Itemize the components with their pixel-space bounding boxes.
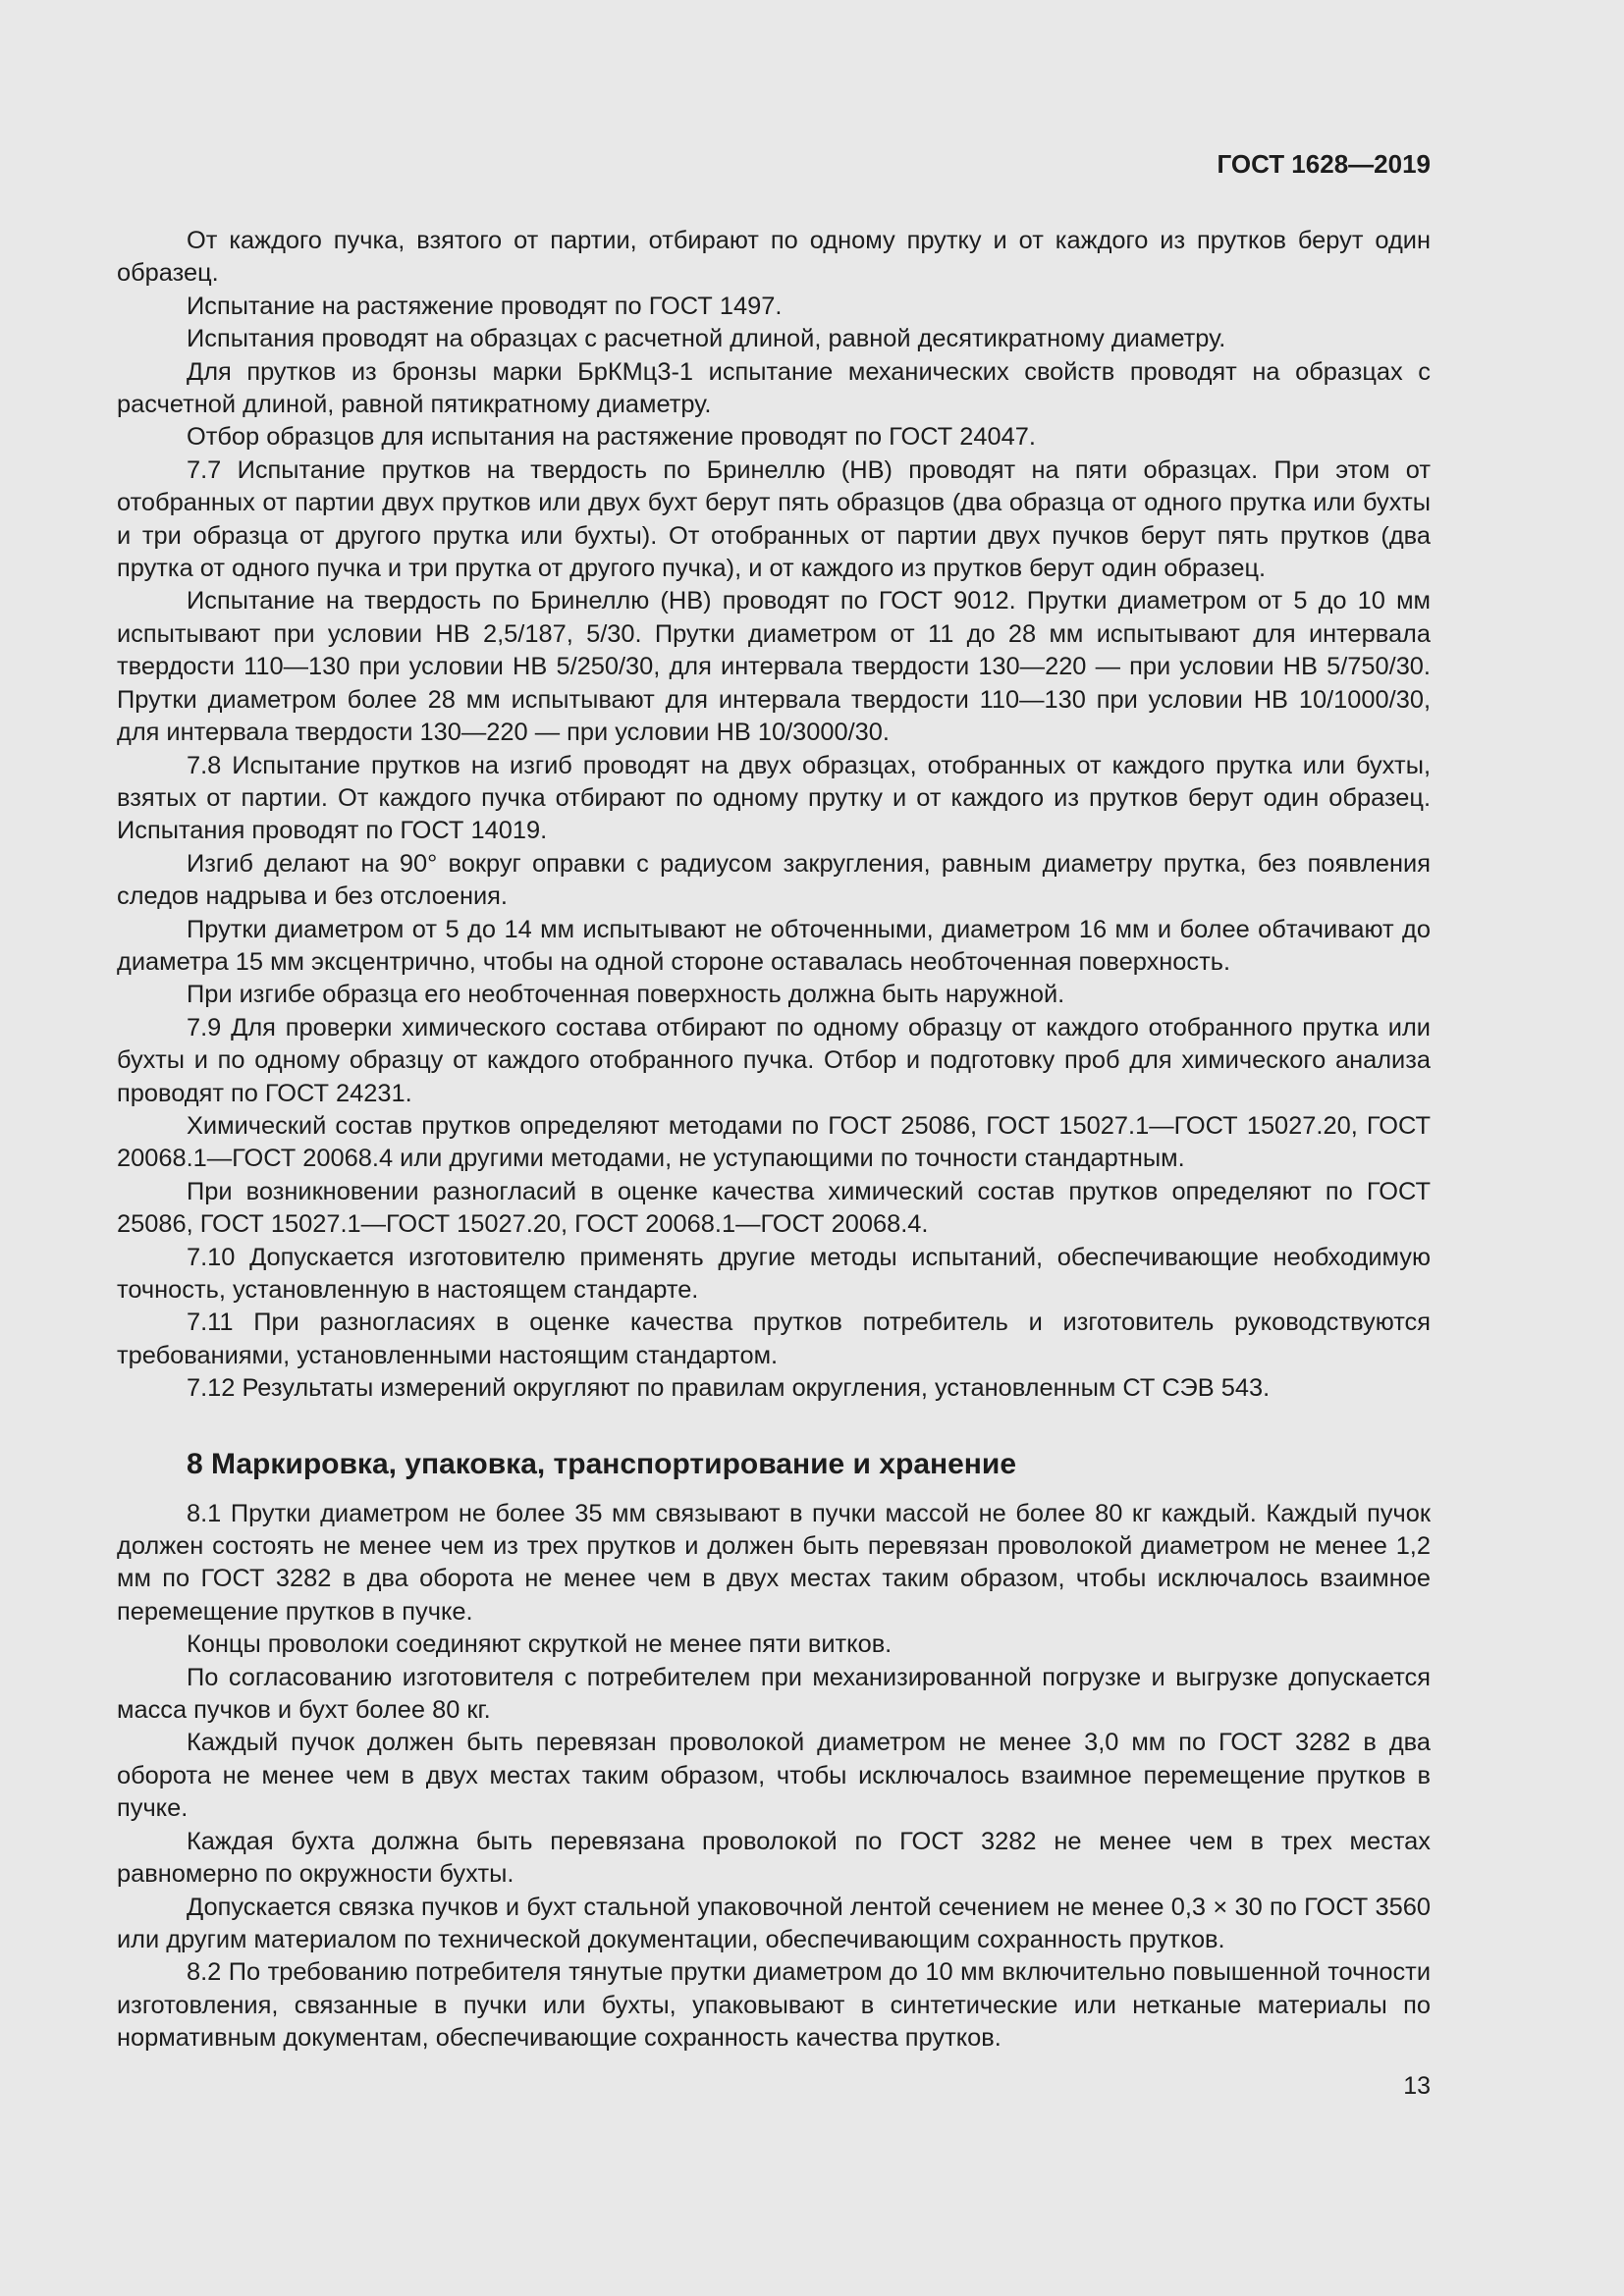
document-header: ГОСТ 1628—2019 (1217, 149, 1431, 179)
paragraph: Для прутков из бронзы марки БрКМц3-1 испытание механических свойств проводят на образцах с расчетной длиной, равной пятикратному диаметру. (117, 357, 1431, 419)
paragraph: Каждая бухта должна быть перевязана проволокой по ГОСТ 3282 не менее чем в трех местах равномерно по окружности бухты. (117, 1827, 1431, 1889)
paragraph: Изгиб делают на 90° вокруг оправки с радиусом закругления, равным диаметру прутка, без появления следов надрыва и без отслоения. (117, 849, 1431, 911)
section-8-heading: 8 Маркировка, упаковка, транспортирование и хранение (187, 1447, 1017, 1480)
paragraph: Допускается связка пучков и бухт стальной упаковочной лентой сечением не менее 0,3 × 30 по ГОСТ 3560 или другим материалом по технической документации, обеспечивающим сохранность прутков. (117, 1893, 1431, 1953)
paragraph: Химический состав прутков определяют методами по ГОСТ 25086, ГОСТ 15027.1—ГОСТ 15027.20, ГОСТ 20068.1—ГОСТ 20068.4 или другими методами, не уступающими по точности стандартным. (117, 1111, 1431, 1173)
paragraph: При возникновении разногласий в оценке качества химический состав прутков определяют по ГОСТ 25086, ГОСТ 15027.1—ГОСТ 15027.20, ГОСТ 20068.1—ГОСТ 20068.4. (117, 1177, 1431, 1239)
clause-8-2: 8.2 По требованию потребителя тянутые прутки диаметром до 10 мм включительно повышенной точности изготовления, связанные в пучки или бухты, упаковывают в синтетические или нетканые материалы по нормативным документам, обеспечивающие сохранность качества прутков. (117, 1958, 1431, 2053)
paragraph: Испытания проводят на образцах с расчетной длиной, равной десятикратному диаметру. (187, 325, 1226, 353)
section-7-content (117, 225, 1431, 1406)
page-number: 13 (1403, 2072, 1431, 2100)
paragraph: Отбор образцов для испытания на растяжение проводят по ГОСТ 24047. (187, 423, 1036, 452)
clause-7-8: 7.8 Испытание прутков на изгиб проводят на двух образцах, отобранных от каждого прутка или бухты, взятых от партии. От каждого пучка отбирают по одному прутку и от каждого из прутков берут один образец. Испытания проводят по ГОСТ 14019. (117, 751, 1431, 845)
document-body (117, 225, 1431, 2056)
paragraph: Концы проволоки соединяют скруткой не менее пяти витков. (187, 1630, 893, 1659)
clause-7-9: 7.9 Для проверки химического состава отбирают по одному образцу от каждого отобранного прутка или бухты и по одному образцу от каждого отобранного пучка. Отбор и подготовку проб для химического анализа проводят по ГОСТ 24231. (117, 1013, 1431, 1107)
paragraph: Каждый пучок должен быть перевязан проволокой диаметром не менее 3,0 мм по ГОСТ 3282 в два оборота не менее чем в двух местах таким образом, чтобы исключалось взаимное перемещение прутков в пучке. (117, 1729, 1431, 1823)
paragraph: По согласованию изготовителя с потребителем при механизированной погрузке и выгрузке допускается масса пучков и бухт более 80 кг. (117, 1663, 1431, 1725)
paragraph: Прутки диаметром от 5 до 14 мм испытывают не обточенными, диаметром 16 мм и более обтачивают до диаметра 15 мм эксцентрично, чтобы на одной стороне оставалась необточенная поверхность. (117, 915, 1431, 976)
paragraph: Испытание на растяжение проводят по ГОСТ 1497. (187, 292, 783, 320)
paragraph: При изгибе образца его необточенная поверхность должна быть наружной. (187, 981, 1065, 1009)
paragraph: Испытание на твердость по Бринеллю (НВ) проводят по ГОСТ 9012. Прутки диаметром от 5 до 10 мм испытывают при условии НВ 2,5/187, 5/30. Прутки диаметром от 11 до 28 мм испытывают для интервала твердости 110—130 при условии НВ 5/250/30, для интервала твердости 130—220 — при условии НВ 5/750/30. Прутки диаметром более 28 мм испытывают для интервала твердости 110—130 при условии НВ 10/1000/30, для интервала твердости 130—220 — при условии НВ 10/3000/30. (117, 587, 1431, 747)
paragraph: От каждого пучка, взятого от партии, отбирают по одному прутку и от каждого из прутков берут один образец. (117, 227, 1431, 288)
clause-7-7: 7.7 Испытание прутков на твердость по Бринеллю (НВ) проводят на пяти образцах. При этом от отобранных от партии двух прутков или двух бухт берут пять образцов (два образца от одного прутка или бухты и три образца от другого прутка или бухты). От отобранных от партии двух пучков берут пять прутков (два прутка от одного пучка и три прутка от другого пучка), и от каждого из прутков берут один образец. (117, 455, 1431, 583)
section-8-content (117, 1498, 1431, 2056)
clause-7-12: 7.12 Результаты измерений округляют по правилам округления, установленным СТ СЭВ 543. (187, 1374, 1271, 1403)
clause-8-1: 8.1 Прутки диаметром не более 35 мм связывают в пучки массой не более 80 кг каждый. Каждый пучок должен состоять не менее чем из трех прутков и должен быть перевязан проволокой диаметром не менее 1,2 мм по ГОСТ 3282 в два оборота не менее чем в двух местах таким образом, чтобы исключалось взаимное перемещение прутков в пучке. (117, 1499, 1431, 1626)
clause-7-11: 7.11 При разногласиях в оценке качества прутков потребитель и изготовитель руководствуются требованиями, установленными настоящим стандартом. (117, 1308, 1431, 1369)
clause-7-10: 7.10 Допускается изготовителю применять другие методы испытаний, обеспечивающие необходимую точность, установленную в настоящем стандарте. (117, 1243, 1431, 1304)
